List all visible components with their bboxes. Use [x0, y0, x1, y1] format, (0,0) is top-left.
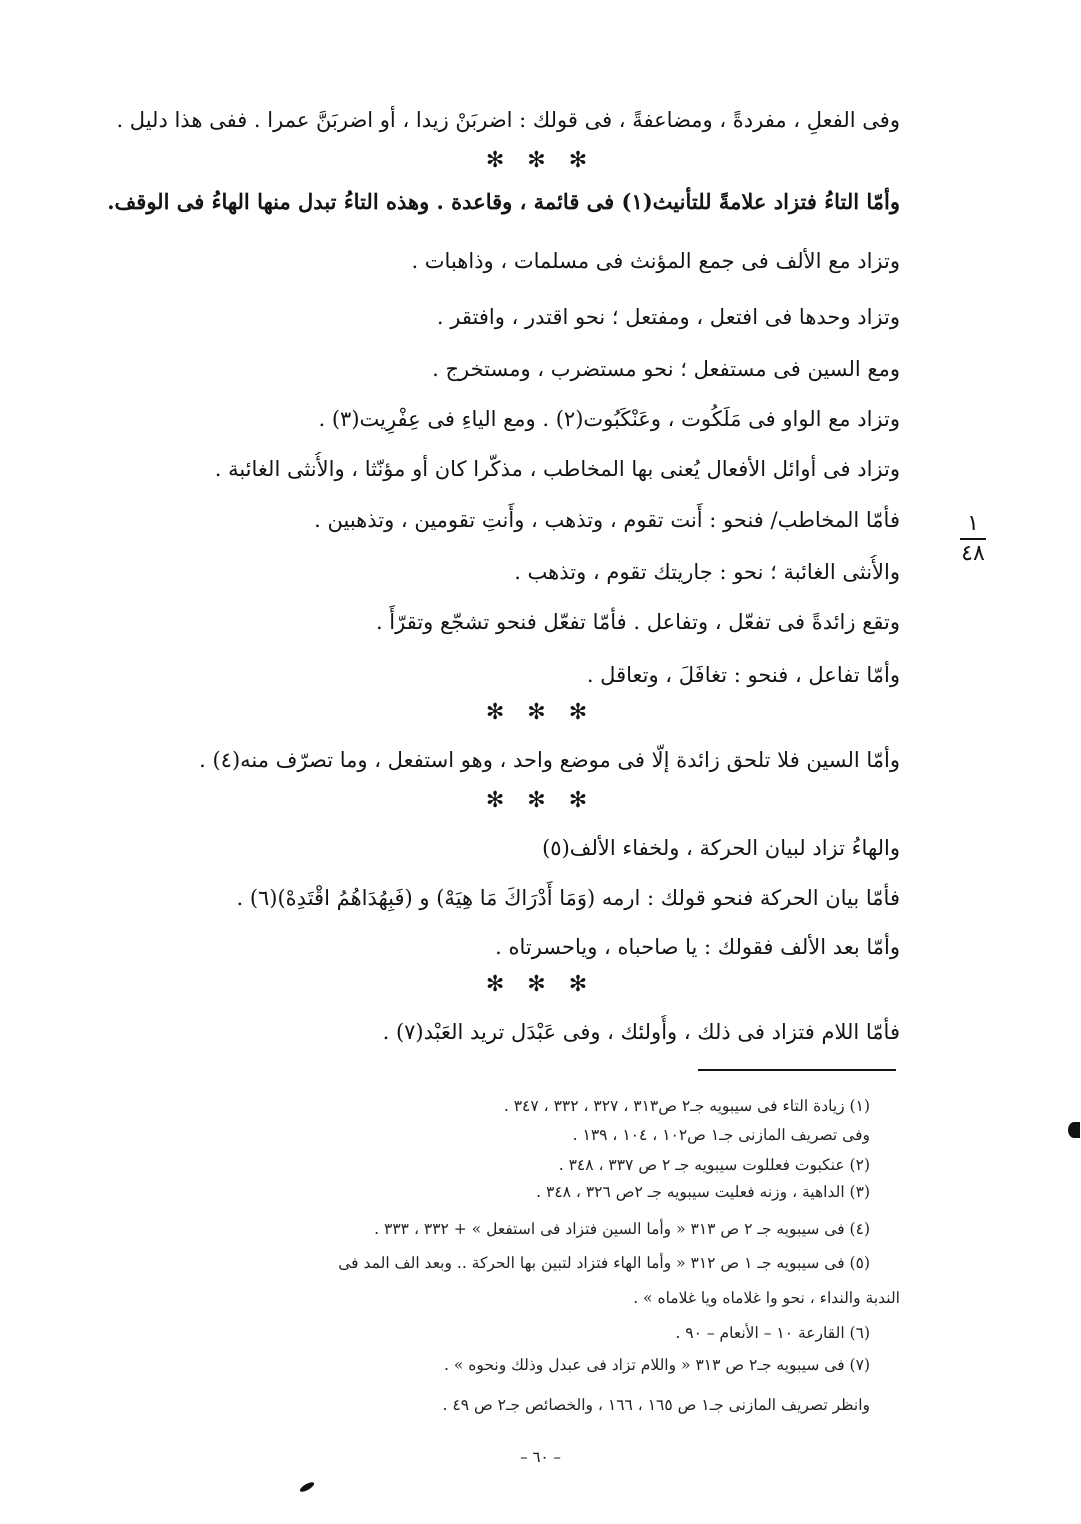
body-line-13: والهاءُ تزاد لبيان الحركة ، ولخفاء الألف(٥) — [542, 836, 900, 860]
footnote-5: (٥) فى سيبويه جـ ١ ص ٣١٢ « وأما الهاء فتزاد لتبين بها الحركة .. وبعد الف المد فى — [338, 1254, 870, 1272]
body-line-14: فأمّا بيان الحركة فنحو قولك : ارمه (وَمَا أَدْرَاكَ مَا هِيَهْ) و (فَبِهُدَاهُمُ اقْتَدِهْ)(٦) . — [236, 886, 900, 910]
body-line-11: وأمّا تفاعل ، فنحو : تغافَلَ ، وتعاقل . — [586, 663, 900, 687]
ink-blot — [299, 1480, 316, 1493]
body-line-6: وتزاد مع الواو فى مَلَكُوت ، وعَنْكَبُوت(٢) . ومع الياءِ فى عِفْرِيت(٣) . — [318, 407, 900, 431]
body-line-5: ومع السين فى مستفعل ؛ نحو مستضرب ، ومستخرج . — [432, 357, 900, 381]
footnote-3: (٣) الداهية ، وزنه فعليت سيبويه جـ ٢ص ٣٢٦ ، ٣٤٨ . — [536, 1183, 870, 1201]
body-line-9: والأُنثى الغائبة ؛ نحو : جاريتك تقوم ، وتذهب . — [514, 560, 900, 584]
body-line-3: وتزاد مع الألف فى جمع المؤنث فى مسلمات ، وذاهبات . — [411, 249, 900, 273]
footnote-7-cont: وانظر تصريف المازنى جـ١ ص ١٦٥ ، ١٦٦ ، والخصائص جـ٢ ص ٤٩ . — [442, 1396, 870, 1414]
scan-edge-mark — [1068, 1122, 1080, 1138]
footnote-1-cont: وفى تصريف المازنى جـ١ ص١٠٢ ، ١٠٤ ، ١٣٩ . — [572, 1126, 870, 1144]
folio-marker-top: ١ — [967, 511, 979, 536]
page-number: – ٦٠ – — [520, 1448, 561, 1466]
body-line-4: وتزاد وحدها فى افتعل ، ومفتعل ؛ نحو اقتدر ، وافتقر . — [436, 305, 900, 329]
folio-marker-bottom: ٤٨ — [961, 541, 985, 566]
body-line-7: وتزاد فى أوائل الأفعال يُعنى بها المخاطب ، مذكّرا كان أو مؤنّثا ، والأُنثى الغائبة . — [214, 457, 900, 481]
body-line-2: وأمّا التاءُ فتزاد علامةً للتأنيث(١) فى قائمة ، وقاعدة . وهذه التاءُ تبدل منها الهاءُ فى الوقف. — [107, 189, 900, 214]
footnote-rule — [698, 1069, 896, 1071]
manuscript-folio-marker — [948, 512, 998, 566]
separator-3: ✻ ✻ ✻ — [485, 788, 596, 813]
body-line-1: وفى الفعلِ ، مفردةً ، ومضاعفةً ، فى قولك : اضربَنْ زيدا ، أو اضربَنَّ عمرا . ففى هذا دليل . — [116, 108, 900, 132]
body-line-10: وتقع زائدةً فى تفعّل ، وتفاعل . فأمّا تفعّل فنحو تشجّع وتقرّأَ . — [375, 610, 900, 634]
body-line-12: وأمّا السين فلا تلحق زائدة إلّا فى موضع واحد ، وهو استفعل ، وما تصرّف منه(٤) . — [199, 748, 900, 772]
body-line-16: فأمّا اللام فتزاد فى ذلك ، وأُولئك ، وفى عَبْدَل تريد العَبْد(٧) . — [382, 1020, 900, 1044]
footnote-2: (٢) عنكبوت فعللوت سيبويه جـ ٢ ص ٣٣٧ ، ٣٤٨ . — [558, 1156, 870, 1174]
footnote-7: (٧) فى سيبويه جـ٢ ص ٣١٣ « واللام تزاد فى عبدل وذلك ونحوه » . — [444, 1356, 870, 1374]
footnote-6: (٦) القارعة ١٠ – الأنعام – ٩٠ . — [675, 1324, 870, 1342]
body-line-15: وأمّا بعد الألف فقولك : يا صاحباه ، وياحسرتاه . — [495, 935, 900, 959]
footnote-1: (١) زيادة التاء فى سيبويه جـ٢ ص٣١٣ ، ٣٢٧ ، ٣٣٢ ، ٣٤٧ . — [503, 1097, 870, 1115]
separator-4: ✻ ✻ ✻ — [485, 972, 596, 997]
folio-marker-divider — [960, 538, 986, 540]
separator-2: ✻ ✻ ✻ — [485, 700, 596, 725]
body-line-8: فأمّا المخاطب/ فنحو : أَنت تقوم ، وتذهب ، وأَنتِ تقومين ، وتذهبين . — [314, 508, 900, 532]
footnote-5-cont: الندبة والنداء ، نحو وا غلاماه ويا غلاماه » . — [633, 1289, 900, 1307]
footnote-4: (٤) فى سيبويه جـ ٢ ص ٣١٣ « وأما السين فتزاد فى استفعل » + ٣٣٢ ، ٣٣٣ . — [374, 1220, 870, 1238]
separator-1: ✻ ✻ ✻ — [485, 148, 596, 173]
